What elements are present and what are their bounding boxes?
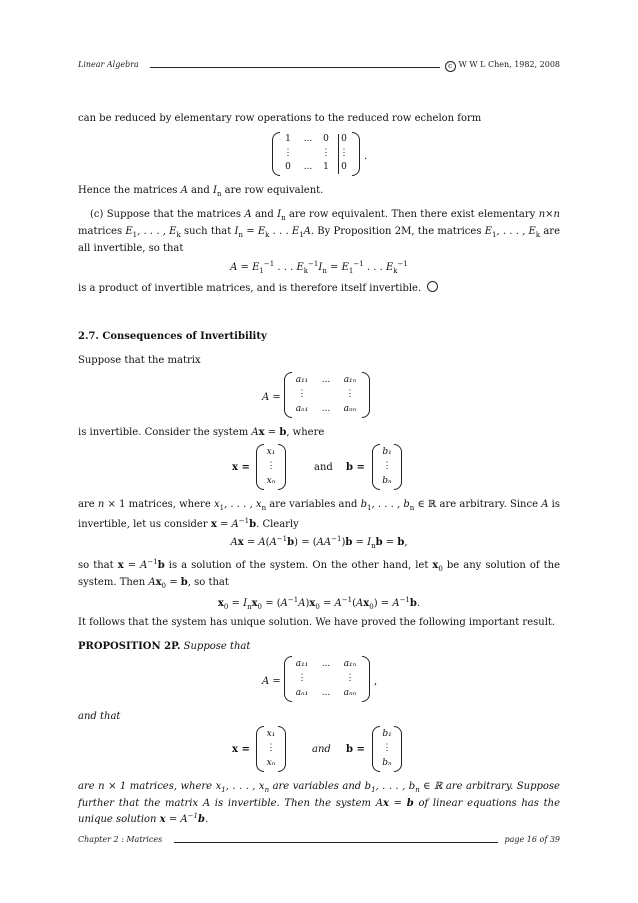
and-word: and xyxy=(314,462,333,473)
matrix-a xyxy=(284,372,370,418)
running-header xyxy=(78,60,560,74)
matrix-cell: ⋮ xyxy=(283,148,293,158)
matrix-cell: ⋮ xyxy=(297,673,307,683)
rref-matrix xyxy=(272,132,360,176)
prop-matrix-a-label: A = xyxy=(262,676,281,687)
left-paren xyxy=(284,372,292,418)
matrix-cell: a₁₁ xyxy=(295,659,309,669)
matrix-cell: 1 xyxy=(285,134,291,144)
footer-page-number: page 16 of 39 xyxy=(504,835,560,844)
paragraph-rref-intro: can be reduced by elementary row operations to the reduced row echelon form xyxy=(78,113,482,124)
paragraph-suppose-matrix: Suppose that the matrix xyxy=(78,355,201,366)
proposition-heading xyxy=(78,640,560,653)
equation-verify-solution: $Ax = A(A^{-1}b) = (AA^{-1})b = I_nb = b$, xyxy=(230,535,408,550)
prop-and-word: and xyxy=(312,744,331,755)
matrix-cell: 0 xyxy=(285,162,291,172)
qed-icon xyxy=(427,281,438,292)
section-title: 2.7. Consequences of Invertibility xyxy=(78,331,267,342)
vector-x xyxy=(256,444,286,490)
matrix-cell: ⋮ xyxy=(297,389,307,399)
matrix-cell: aₙ₁ xyxy=(295,688,309,698)
proposition-and-that: and that xyxy=(78,711,121,722)
prop-vector-x-label: x = xyxy=(232,744,250,755)
paragraph-solution-uniqueness: so that $x = A^{-1}b$ is a solution of the system. On the other hand, let $x_0$ be any solution of the system. Then $Ax_0 = b$, so that xyxy=(78,558,560,590)
equation-uniqueness: $x_0 = I_nx_0 = (A^{-1}A)x_0 = A^{-1}(Ax_0) = A^{-1}b$. xyxy=(217,596,421,611)
prop-vector-b xyxy=(372,726,402,772)
prop-vector-x xyxy=(256,726,286,772)
matrix-cell: a₁₁ xyxy=(295,375,309,385)
vector-cell: xₙ xyxy=(266,476,276,486)
vector-cell: ⋮ xyxy=(382,743,392,753)
matrix-cell: 1 xyxy=(323,162,329,172)
header-title: Linear Algebra xyxy=(78,60,139,69)
matrix-cell: a₁ₙ xyxy=(343,375,357,385)
matrix-cell: 0 xyxy=(341,134,347,144)
left-paren xyxy=(284,656,292,702)
vector-b-label: b = xyxy=(346,462,365,473)
running-footer xyxy=(78,835,560,849)
paragraph-consider-system: is invertible. Consider the system Ax = b, where xyxy=(78,427,325,438)
matrix-cell: ... xyxy=(303,162,313,172)
product-invertible-text: is a product of invertible matrices, and is therefore itself invertible. xyxy=(78,283,422,294)
matrix-cell: a₁ₙ xyxy=(343,659,357,669)
matrix-cell: ⋮ xyxy=(321,148,331,158)
footer-rule xyxy=(174,842,498,843)
header-copyright xyxy=(445,60,560,72)
paragraph-variables: are n × 1 matrices, where $x_1$, . . . , $x_n$ are variables and $b_1$, . . . , $b_n$ ∈ ℝ are arbitrary. Since A is invertible, let us consider $x = A^{-1}b$. Clearly xyxy=(78,499,560,530)
matrix-cell: ... xyxy=(321,659,331,669)
prop-matrix-a xyxy=(284,656,370,702)
rref-trailing-period: . xyxy=(364,151,368,162)
equation-product-inverses: $A = E_1^{-1}$ . . . $E_k^{-1}I_n = E_1^{-1}$ . . . $E_k^{-1}$ xyxy=(230,260,408,275)
vector-cell: ⋮ xyxy=(266,461,276,471)
paragraph-product-invertible xyxy=(78,281,560,295)
matrix-cell: 0 xyxy=(323,134,329,144)
matrix-a-label: A = xyxy=(262,392,281,403)
matrix-cell: aₙₙ xyxy=(343,404,357,414)
header-author: W W L Chen, 1982, 2008 xyxy=(458,60,560,69)
matrix-cell: ⋮ xyxy=(339,148,349,158)
vector-x-label: x = xyxy=(232,462,250,473)
vector-cell: b₁ xyxy=(382,447,392,457)
vector-cell: x₁ xyxy=(266,729,276,739)
copyright-icon: c xyxy=(445,61,456,72)
header-rule xyxy=(150,67,440,68)
matrix-cell: ... xyxy=(321,375,331,385)
vector-b xyxy=(372,444,402,490)
prop-vector-b-label: b = xyxy=(346,744,365,755)
vector-cell: bₙ xyxy=(382,758,392,768)
right-paren xyxy=(362,372,370,418)
proposition-body: are n × 1 matrices, where $x_1$, . . . , $x_n$ are variables and $b_1$, . . . , $b_n$ ∈ ℝ are arbitrary. Suppose further that the matrix A is invertible. Then the system Ax = b of linear equations has the unique solution $x = A^{-1}b$. xyxy=(78,781,560,825)
paragraph-part-c: (c) Suppose that the matrices A and $I_n$ are row equivalent. Then there exist elementary n×n matrices $E_1$, . . . , $E_k$ such that $I_n = E_k$ . . . $E_1A$. By Proposition 2M, the matrices $E_1$, . . . , $E_k$ are all invertible, so that xyxy=(78,209,560,254)
matrix-cell: ... xyxy=(321,404,331,414)
prop-matrix-trailing-comma: , xyxy=(374,676,378,687)
paragraph-row-equivalent: Hence the matrices A and $I_n$ are row equivalent. xyxy=(78,185,324,198)
vector-cell: b₁ xyxy=(382,729,392,739)
vector-cell: ⋮ xyxy=(382,461,392,471)
footer-chapter: Chapter 2 : Matrices xyxy=(78,835,163,844)
vector-cell: x₁ xyxy=(266,447,276,457)
vector-cell: ⋮ xyxy=(266,743,276,753)
paragraph-important-result: It follows that the system has unique solution. We have proved the following important result. xyxy=(78,617,556,628)
matrix-cell: aₙ₁ xyxy=(295,404,309,414)
matrix-cell: aₙₙ xyxy=(343,688,357,698)
proposition-title: PROPOSITION 2P. xyxy=(78,641,181,652)
augment-bar xyxy=(338,134,339,174)
matrix-cell: ⋮ xyxy=(345,389,355,399)
right-paren xyxy=(362,656,370,702)
vector-cell: bₙ xyxy=(382,476,392,486)
vector-cell: xₙ xyxy=(266,758,276,768)
matrix-cell: ⋮ xyxy=(345,673,355,683)
matrix-cell: 0 xyxy=(341,162,347,172)
proposition-intro: Suppose that xyxy=(183,641,251,652)
matrix-cell: ... xyxy=(303,134,313,144)
matrix-cell: ... xyxy=(321,688,331,698)
